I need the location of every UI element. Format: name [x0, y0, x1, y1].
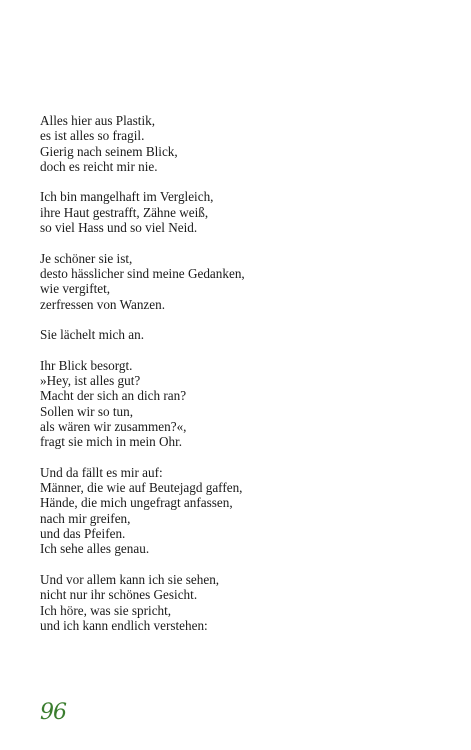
poem-line: nach mir greifen,	[40, 510, 131, 526]
poem-line: Ihr Blick besorgt.	[40, 357, 133, 373]
poem-line: »Hey, ist alles gut?	[40, 373, 141, 389]
stanza-7	[40, 572, 440, 633]
poem-line: Ich höre, was sie spricht,	[40, 602, 172, 618]
poem-line: doch es reicht mir nie.	[40, 158, 158, 174]
poem-line: fragt sie mich in mein Ohr.	[40, 434, 183, 450]
poem	[40, 113, 440, 648]
poem-line: als wären wir zusammen?«,	[40, 418, 187, 434]
poem-line: Männer, die wie auf Beutejagd gaffen,	[40, 480, 243, 496]
stanza-4	[40, 327, 440, 342]
poem-line: Ich sehe alles genau.	[40, 541, 150, 557]
poem-line: so viel Hass und so viel Neid.	[40, 220, 198, 236]
poem-line: Alles hier aus Plastik,	[40, 113, 156, 128]
poem-line: Sollen wir so tun,	[40, 403, 134, 419]
stanza-2	[40, 189, 440, 235]
poem-line: und das Pfeifen.	[40, 526, 126, 542]
poem-line: Hände, die mich ungefragt anfassen,	[40, 495, 233, 511]
poem-line: Und vor allem kann ich sie sehen,	[40, 571, 220, 587]
poem-line: desto hässlicher sind meine Gedanken,	[40, 265, 245, 281]
poem-line: wie vergiftet,	[40, 281, 111, 297]
poem-line: nicht nur ihr schönes Gesicht.	[40, 587, 198, 603]
page-number: 96	[40, 700, 66, 725]
poem-line: Macht der sich an dich ran?	[40, 388, 187, 404]
poem-line: Ich bin mangelhaft im Vergleich,	[40, 189, 214, 205]
poem-line: ihre Haut gestrafft, Zähne weiß,	[40, 204, 209, 220]
poem-line: Je schöner sie ist,	[40, 250, 133, 266]
poem-line: es ist alles so fragil.	[40, 128, 145, 144]
stanza-5	[40, 358, 440, 450]
poem-line: Sie lächelt mich an.	[40, 327, 144, 343]
stanza-6	[40, 465, 440, 557]
stanza-3	[40, 251, 440, 312]
poem-line: und ich kann endlich verstehen:	[40, 617, 208, 633]
poem-line: Und da fällt es mir auf:	[40, 464, 163, 480]
stanza-1	[40, 113, 440, 174]
poem-line: Gierig nach seinem Blick,	[40, 143, 178, 159]
poem-line: zerfressen von Wanzen.	[40, 296, 166, 312]
